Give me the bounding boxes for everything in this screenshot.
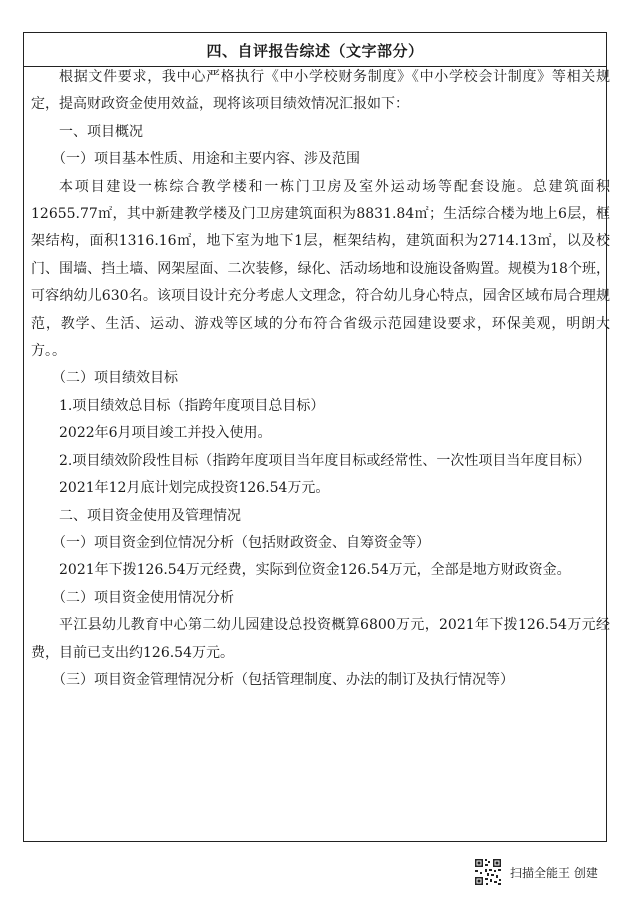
body-paragraph: （一）项目基本性质、用途和主要内容、涉及范围	[52, 151, 360, 168]
body-paragraph: 二、项目资金使用及管理情况	[59, 507, 241, 524]
scanner-app-name: 扫描全能王 创建	[510, 865, 598, 880]
scanner-watermark	[474, 857, 598, 887]
body-paragraph: 2022年6月项目竣工并投入使用。	[59, 425, 272, 442]
section-title: 四、自评报告综述（文字部分）	[206, 42, 424, 60]
body-paragraph: 2021年下拨126.54万元经费，实际到位资金126.54万元，全部是地方财政资金。	[59, 562, 571, 579]
report-body	[31, 64, 610, 694]
body-paragraph: 1.项目绩效总目标（指跨年度项目总目标）	[59, 397, 325, 414]
body-paragraph: （一）项目资金到位情况分析（包括财政资金、自筹资金等）	[52, 534, 430, 551]
body-paragraph: 一、项目概况	[59, 123, 143, 140]
section-header-cell	[24, 33, 606, 67]
body-paragraph: 2021年12月底计划完成投资126.54万元。	[59, 480, 330, 497]
body-paragraph: （二）项目绩效目标	[52, 370, 178, 387]
qr-code-icon	[474, 858, 502, 886]
body-paragraph: （三）项目资金管理情况分析（包括管理制度、办法的制订及执行情况等）	[52, 671, 514, 688]
body-paragraph: （二）项目资金使用情况分析	[52, 589, 234, 606]
body-paragraph: 2.项目绩效阶段性目标（指跨年度项目当年度目标或经常性、一次性项目当年度目标）	[59, 452, 591, 469]
body-paragraph: 根据文件要求，我中心严格执行《中小学校财务制度》《中小学校会计制度》等相关规定，提高财政资金使用效益，现将该项目绩效情况汇报如下：	[31, 69, 610, 113]
body-paragraph: 平江县幼儿教育中心第二幼儿园建设总投资概算6800万元，2021年下拨126.54万元经费，目前已支出约126.54万元。	[31, 617, 610, 661]
body-paragraph: 本项目建设一栋综合教学楼和一栋门卫房及室外运动场等配套设施。总建筑面积12655.77㎡，其中新建教学楼及门卫房建筑面积为8831.84㎡；生活综合楼为地上6层，框架结构，面积1316.16㎡，地下室为地下1层，框架结构，建筑面积为2714.13㎡，以及校门、围墙、挡土墙、网架屋面、二次装修，绿化、活动场地和设施设备购置。规模为18个班，可容纳幼儿630名。该项目设计充分考虑人文理念，符合幼儿身心特点，园舍区域布局合理规范，教学、生活、运动、游戏等区域的分布符合省级示范园建设要求，环保美观，明朗大方。。	[31, 178, 610, 360]
